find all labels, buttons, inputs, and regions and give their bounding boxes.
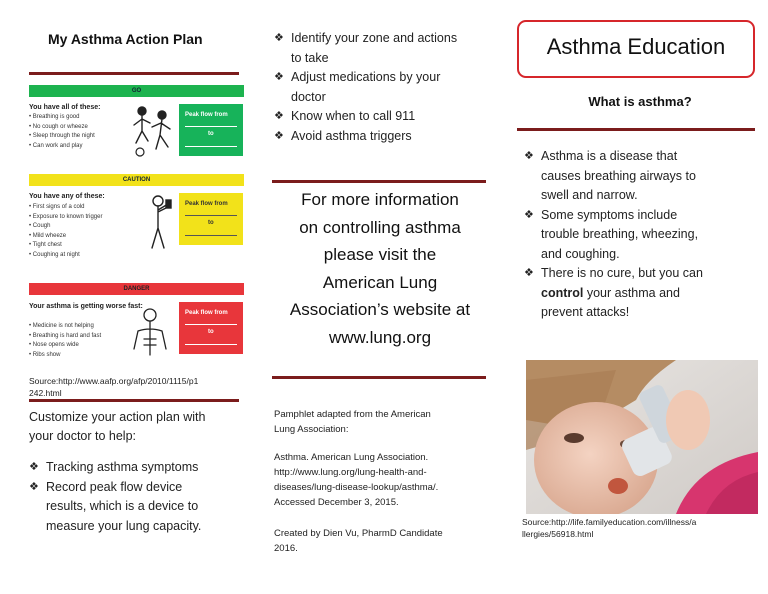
image-source: Source:http://www.aafp.org/afp/2010/1115/p1 242.html: [29, 376, 199, 398]
title-box: [517, 20, 755, 78]
list-item: • First signs of a cold: [29, 204, 85, 210]
diamond-bullet-icon: ❖: [524, 150, 534, 162]
list-item: • Breathing is good: [29, 114, 80, 120]
divider: [29, 72, 239, 75]
zone-go-title: You have all of these:: [29, 104, 101, 111]
zone-danger-peakflow: Peak flow from to: [179, 302, 243, 354]
list-item: • Coughing at night: [29, 251, 80, 258]
diamond-bullet-icon: ❖: [274, 129, 284, 142]
divider: [272, 376, 486, 379]
zone-danger-header: DANGER: [29, 283, 244, 295]
zone-caution-header: CAUTION: [29, 174, 244, 186]
list-item: • Mild wheeze: [29, 232, 67, 239]
citation: Asthma. American Lung Association. http://www.lung.org/lung-health-and- diseases/lung-disease-lookup/asthma/. Accessed December 3, 2015.: [274, 452, 439, 508]
list-item: • Ribs show: [29, 351, 61, 358]
zone-caution-peakflow: Peak flow from to: [179, 193, 243, 245]
customize-text: Customize your action plan with your doctor to help:: [29, 410, 206, 443]
adapted-from: Pamphlet adapted from the American Lung Association:: [274, 409, 431, 435]
diamond-bullet-icon: ❖: [29, 480, 39, 493]
list-item: • Sleep through the night: [29, 133, 95, 139]
diamond-bullet-icon: ❖: [29, 461, 39, 473]
section-heading: What is asthma?: [588, 94, 692, 109]
panel-title: My Asthma Action Plan: [48, 31, 203, 47]
divider: [29, 399, 239, 402]
list-item: ❖ Know when to call 911: [274, 107, 457, 127]
list-item: • Medicine is not helping: [29, 323, 94, 329]
list-item: ❖ Some symptoms include trouble breathing, wheezing, and coughing.: [524, 207, 699, 261]
diamond-bullet-icon: ❖: [524, 267, 534, 279]
list-item: ❖ There is no cure, but you can control your asthma and prevent attacks!: [524, 266, 703, 319]
zone-go-header: GO: [29, 85, 244, 97]
list-item: • Tight chest: [29, 242, 62, 248]
author-credit: Created by Dien Vu, PharmD Candidate 2016.: [274, 528, 443, 554]
diamond-bullet-icon: ❖: [524, 208, 534, 221]
list-item: ❖ Adjust medications by your doctor: [274, 70, 441, 104]
child-inhaler-icon: [140, 192, 176, 252]
zone-caution-list: [29, 203, 102, 260]
zone-caution-title: You have any of these:: [29, 193, 105, 200]
list-item: • Exposure to known trigger: [29, 213, 103, 220]
list-item: • Breathing is hard and fast: [29, 332, 102, 339]
diamond-bullet-icon: ❖: [274, 110, 284, 122]
divider: [272, 180, 486, 183]
zone-danger-list: [29, 322, 101, 360]
list-item: ❖ Record peak flow device results, which is a device to measure your lung capacity.: [29, 479, 202, 533]
panel-action-plan: [0, 0, 256, 594]
list-item: ❖ Avoid asthma triggers: [274, 127, 457, 147]
child-using-inhaler-photo: [526, 360, 758, 514]
list-item: • No cough or wheeze: [29, 123, 88, 130]
list-item: ❖ Asthma is a disease that causes breathing airways to swell and narrow.: [524, 149, 696, 202]
list-item: ❖ Tracking asthma symptoms: [29, 458, 201, 478]
asthma-facts-list: [524, 147, 703, 323]
divider: [517, 128, 755, 131]
more-info-text: For more information on controlling asthma please visit the American Lung Association’s website at www.lung.org: [289, 190, 471, 347]
diamond-bullet-icon: ❖: [274, 32, 284, 44]
help-list: [29, 458, 201, 536]
brochure-title: Asthma Education: [546, 34, 726, 59]
list-item: • Nose opens wide: [29, 342, 79, 348]
action-list: [274, 29, 457, 146]
photo-source: Source:http://life.familyeducation.com/illness/a llergies/56918.html: [522, 517, 697, 539]
child-distress-icon: [128, 303, 176, 363]
list-item: • Cough: [29, 223, 51, 229]
zone-go-list: [29, 113, 95, 151]
diamond-bullet-icon: ❖: [274, 71, 284, 83]
list-item: • Can work and play: [29, 142, 83, 149]
children-playing-icon: [130, 103, 178, 159]
list-item: ❖ Identify your zone and actions to take: [274, 31, 458, 65]
zone-go-peakflow: Peak flow from to: [179, 104, 243, 156]
zone-danger-title: Your asthma is getting worse fast:: [29, 303, 143, 310]
